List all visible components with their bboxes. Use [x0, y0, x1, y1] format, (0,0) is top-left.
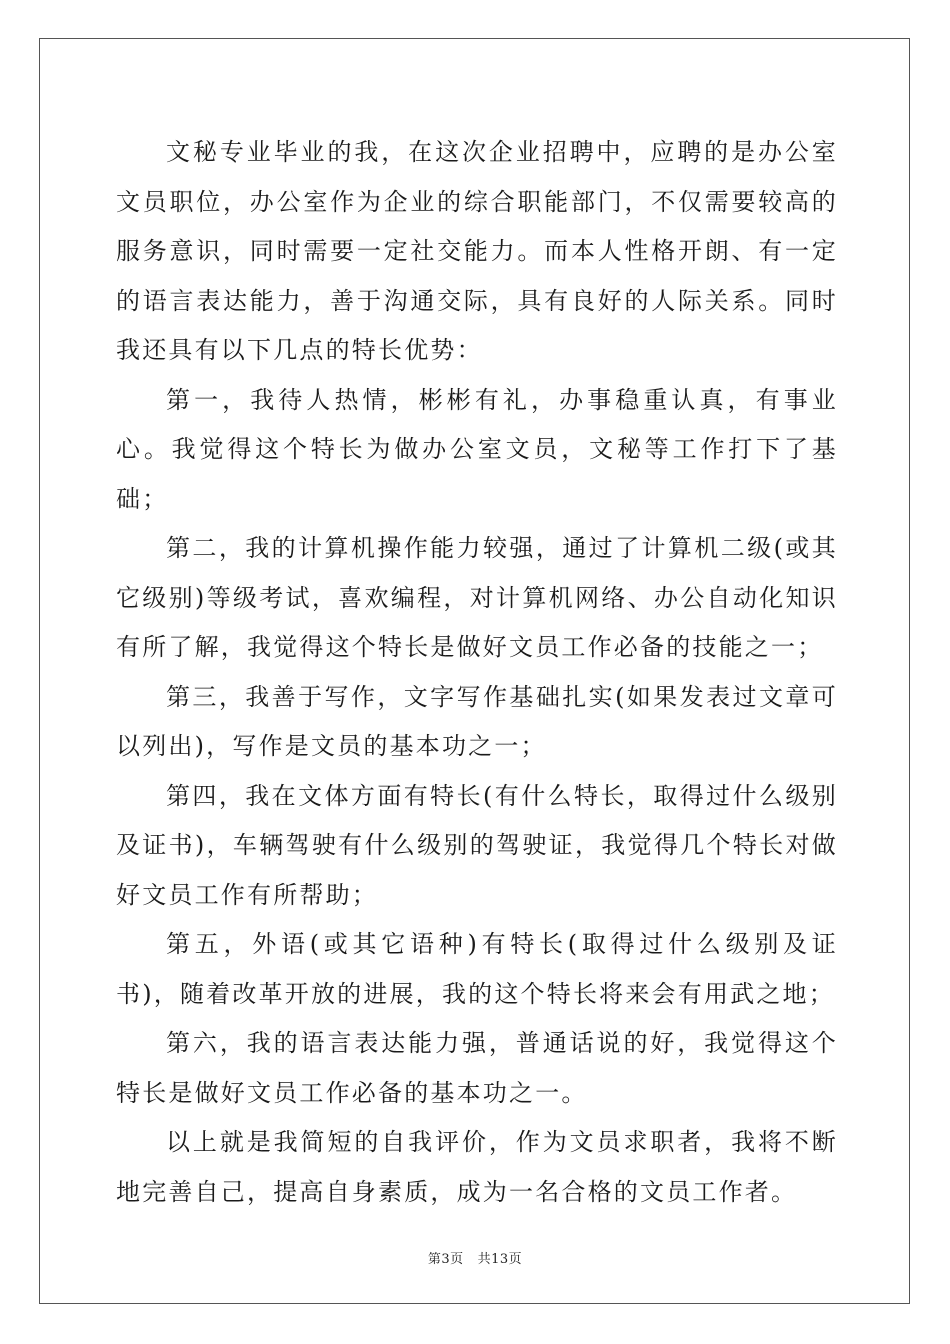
paragraph-first: 第一，我待人热情，彬彬有礼，办事稳重认真，有事业心。我觉得这个特长为做办公室文员，文秘等工作打下了基础； [116, 385, 838, 513]
paragraph-fourth: 第四，我在文体方面有特长(有什么特长，取得过什么级别及证书)，车辆驾驶有什么级别的驾驶证，我觉得几个特长对做好文员工作有所帮助； [116, 781, 838, 909]
current-page-number: 第3页 [427, 1252, 464, 1267]
paragraph-second: 第二，我的计算机操作能力较强，通过了计算机二级(或其它级别)等级考试，喜欢编程，对计算机网络、办公自动化知识有所了解，我觉得这个特长是做好文员工作必备的技能之一； [116, 534, 838, 661]
paragraph-intro: 文秘专业毕业的我，在这次企业招聘中，应聘的是办公室文员职位，办公室作为企业的综合职能部门，不仅需要较高的服务意识，同时需要一定社交能力。而本人性格开朗、有一定的语言表达能力，善于沟通交际，具有良好的人际关系。同时我还具有以下几点的特长优势： [116, 138, 838, 364]
paragraph-third: 第三，我善于写作，文字写作基础扎实(如果发表过文章可以列出)，写作是文员的基本功之一； [116, 682, 838, 760]
paragraph-fifth: 第五，外语(或其它语种)有特长(取得过什么级别及证书)，随着改革开放的进展，我的这个特长将来会有用武之地； [116, 930, 838, 1008]
total-pages: 共13页 [477, 1252, 523, 1267]
document-body [116, 128, 838, 1217]
paragraph-conclusion: 以上就是我简短的自我评价，作为文员求职者，我将不断地完善自己，提高自身素质，成为一名合格的文员工作者。 [116, 1128, 838, 1206]
page-footer [0, 1248, 950, 1267]
paragraph-sixth: 第六，我的语言表达能力强，普通话说的好，我觉得这个特长是做好文员工作必备的基本功之一。 [116, 1029, 838, 1107]
